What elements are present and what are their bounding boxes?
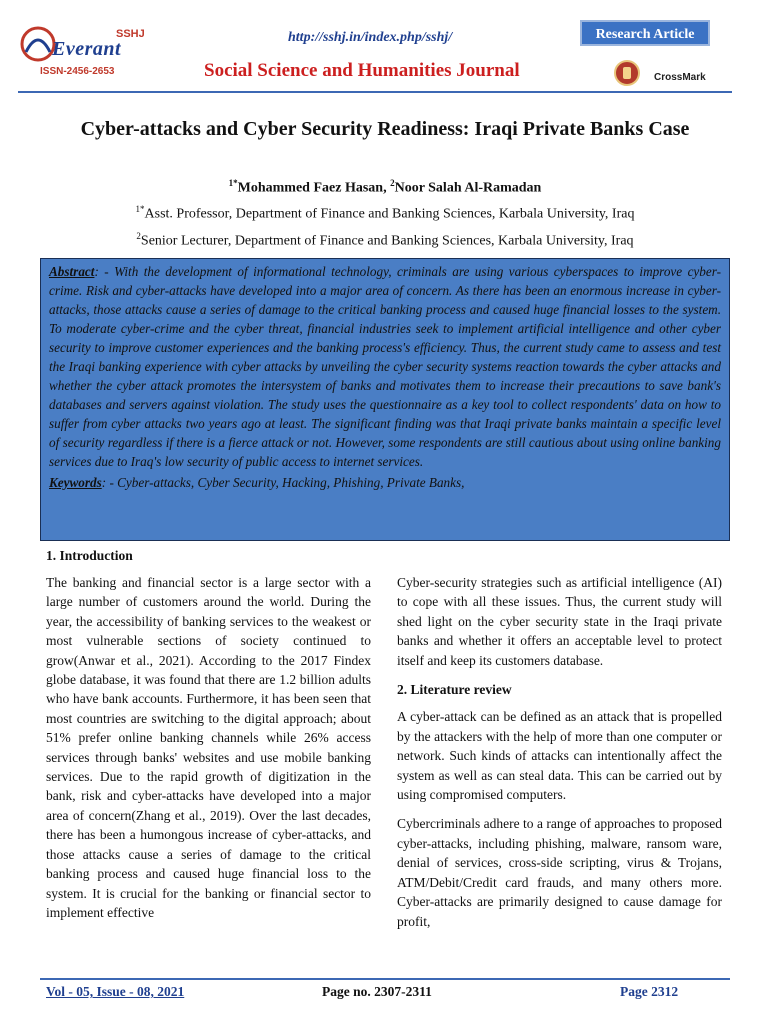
paper-title: Cyber-attacks and Cyber Security Readiness: Iraqi Private Banks Case — [80, 118, 690, 140]
crossmark-button[interactable] — [614, 60, 724, 90]
crossmark-label: CrossMark — [654, 72, 706, 83]
journal-name: Social Science and Humanities Journal — [204, 60, 520, 81]
footer-volume: Vol - 05, Issue - 08, 2021 — [46, 984, 185, 999]
intro-paragraph-left: The banking and financial sector is a large sector with a large number of customers around the world. During the year, the accessibility of banking services to the weakest or most vulnerable sections of society continued to grow(Anwar et al., 2021). According to the 2017 Findex globe database, it was found that there are 1.2 billion adults who have bank accounts. Furthermore, it has been seen that most countries are switching to the digital approach; about 51% prefer online banking channels while 26% access services through banks' websites and use mobile banking services. Due to the rapid growth of digitization in the bank, risk and cyber-attacks have developed into a major area of concern(Zhang et al., 2019). Over the last decades, there has been a humongous increase of cyber-attacks, and those attacks cause a series of damage to the critical banking process and caused huge financial loss to the system. It is crucial for the banking or financial sector to implement effective — [46, 575, 371, 920]
footer-page-range: Page no. 2307-2311 — [322, 984, 432, 999]
journal-logo — [18, 24, 168, 80]
literature-paragraph-1: A cyber-attack can be defined as an attack that is propelled by the attackers with the help of more than one computer or network. Such kinds of attacks can intentionally affect the system as well as can steal data. This can be carried out by using compromised computers. — [397, 709, 722, 803]
abstract-paragraph — [49, 262, 721, 471]
affiliation-2 — [40, 231, 730, 250]
section-heading-literature: 2. Literature review — [397, 682, 512, 698]
header-divider — [18, 91, 732, 93]
abstract-separator: : - — [94, 264, 115, 279]
journal-url-link[interactable]: http://sshj.in/index.php/sshj/ — [288, 30, 453, 45]
author2-marker: 2 — [390, 178, 395, 188]
keywords-label: Keywords — [49, 475, 102, 490]
keywords-text: Cyber-attacks, Cyber Security, Hacking, Phishing, Private Banks, — [117, 475, 465, 490]
abstract-box — [40, 258, 730, 541]
logo-wordmark: Everant — [52, 38, 122, 60]
affiliation-2-text: Senior Lecturer, Department of Finance and Banking Sciences, Karbala University, Iraq — [140, 233, 634, 249]
crossmark-icon — [614, 60, 640, 86]
footer-page-number: Page 2312 — [620, 984, 679, 999]
author1-marker: 1* — [228, 178, 238, 188]
keywords-separator: : - — [101, 475, 118, 490]
author-line — [40, 178, 730, 197]
literature-paragraph-2: Cybercriminals adhere to a range of approaches to proposed cyber-attacks, including phishing, malware, ransom ware, denial of services, cross-side scripting, virus & Trojans, ATM/Debit/Credit card frauds, and many others more. Cyber-attacks are primarily designed to cause damage for profit, — [397, 816, 722, 929]
issn-label: ISSN-2456-2653 — [40, 66, 115, 77]
footer-divider — [40, 978, 730, 980]
right-column — [397, 573, 722, 941]
abstract-text: With the development of informational technology, criminals are using various cyberspaces to improve cyber-crime. Risk and cyber-attacks have developed into a major area of concern. As there has been an enormous increase in cyber-attacks, those attacks cause a series of damage to the critical banking process and caused huge financial losses to the system. To moderate cyber-crime and the cyber threat, financial industries seek to implement artificial intelligence and other cyber security to improve customer experiences and the banking process's efficiency. Thus, the current study came to assess and test the Iraqi banking experience with cyber attacks by unveiling the cyber security systems reaction towards the cyber attacks and whether the cyber attack promotes the intersystem of banks and motivates them to increase their precautions to save bank's databases and servers against violation. The study uses the questionnaire as a key tool to collect respondents' data on how to suffer from cyber attacks two years ago at least. The significant finding was that Iraqi private banks maintain a specific level of security regardless if there is a fierce attack or not. However, some respondents are still cautious about using online banking services due to Iraq's low security of public access to internet services. — [49, 264, 721, 469]
affiliation-1-marker: 1* — [135, 204, 145, 214]
keywords-line — [49, 475, 721, 491]
section-heading-introduction: 1. Introduction — [46, 548, 133, 563]
affiliation-2-marker: 2 — [136, 231, 141, 241]
article-type-badge: Research Article — [580, 20, 710, 46]
affiliation-1-text: Asst. Professor, Department of Finance and Banking Sciences, Karbala University, Iraq — [144, 206, 635, 222]
logo-top-text: SSHJ — [116, 28, 145, 40]
author2-name: Noor Salah Al-Ramadan — [394, 180, 542, 196]
author1-name: Mohammed Faez Hasan, — [237, 180, 391, 196]
left-column — [46, 573, 371, 932]
abstract-label: Abstract — [49, 264, 95, 279]
affiliation-1 — [40, 204, 730, 223]
intro-paragraph-right: Cyber-security strategies such as artificial intelligence (AI) to cope with all these issues. Thus, the current study will shed light on the cyber security state in the Iraqi private banks and whether it offers an acceptable level to protect itself and keep its customers database. — [397, 575, 722, 668]
